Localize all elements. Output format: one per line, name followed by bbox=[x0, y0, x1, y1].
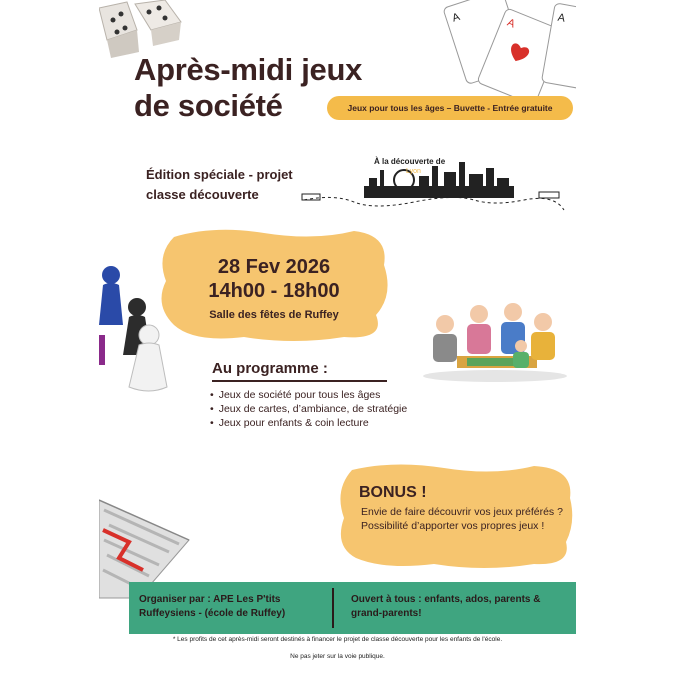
event-date: 28 Fev 2026 bbox=[217, 256, 331, 278]
skyline-caption-line-2: Lyon bbox=[406, 168, 421, 175]
title-line-2: de société bbox=[134, 88, 283, 123]
program-divider bbox=[212, 380, 387, 382]
event-venue: Salle des fêtes de Ruffey bbox=[209, 309, 339, 321]
list-item: • Jeux pour enfants & coin lecture bbox=[210, 416, 407, 430]
svg-text:A: A bbox=[450, 10, 462, 25]
svg-text:A: A bbox=[556, 11, 567, 25]
edition-line-2: classe découverte bbox=[146, 187, 259, 202]
legal-notice: Ne pas jeter sur la voie publique. bbox=[290, 653, 385, 660]
event-datetime bbox=[179, 255, 369, 321]
board-game-pawns-icon bbox=[99, 255, 174, 400]
event-time: 14h00 - 18h00 bbox=[208, 280, 340, 302]
dice-icon bbox=[99, 0, 189, 60]
family-playing-illustration bbox=[417, 302, 567, 384]
edition-line-1: Édition spéciale - projet bbox=[146, 167, 293, 182]
open-to-text: Ouvert à tous : enfants, ados, parents & grand-parents! bbox=[351, 594, 541, 619]
footnote: * Les profits de cet après-midi seront destinés à financer le projet de classe découverte pour les enfants de l'école. bbox=[172, 636, 503, 643]
svg-text:A: A bbox=[505, 16, 517, 31]
tagline-badge: Jeux pour tous les âges – Buvette - Entrée gratuite bbox=[327, 96, 573, 120]
bonus-text: Envie de faire découvrir vos jeux préférés ? Possibilité d’apporter vos propres jeux ! bbox=[361, 506, 563, 532]
footer-divider bbox=[332, 588, 334, 628]
lyon-skyline-icon bbox=[294, 150, 576, 225]
skyline-caption-line-1: À la découverte de bbox=[374, 157, 446, 166]
list-item: • Jeux de société pour tous les âges bbox=[210, 388, 407, 402]
flyer bbox=[99, 0, 576, 675]
playing-cards-icon bbox=[439, 0, 576, 100]
organizer-text: Organiser par : APE Les P'tits Ruffeysiens - (école de Ruffey) bbox=[139, 594, 286, 619]
bonus-title: BONUS ! bbox=[359, 484, 427, 501]
title-line-1: Après-midi jeux bbox=[134, 52, 363, 87]
program-title: Au programme : bbox=[212, 360, 328, 377]
list-item: • Jeux de cartes, d’ambiance, de stratégie bbox=[210, 402, 407, 416]
program-list bbox=[210, 388, 407, 430]
